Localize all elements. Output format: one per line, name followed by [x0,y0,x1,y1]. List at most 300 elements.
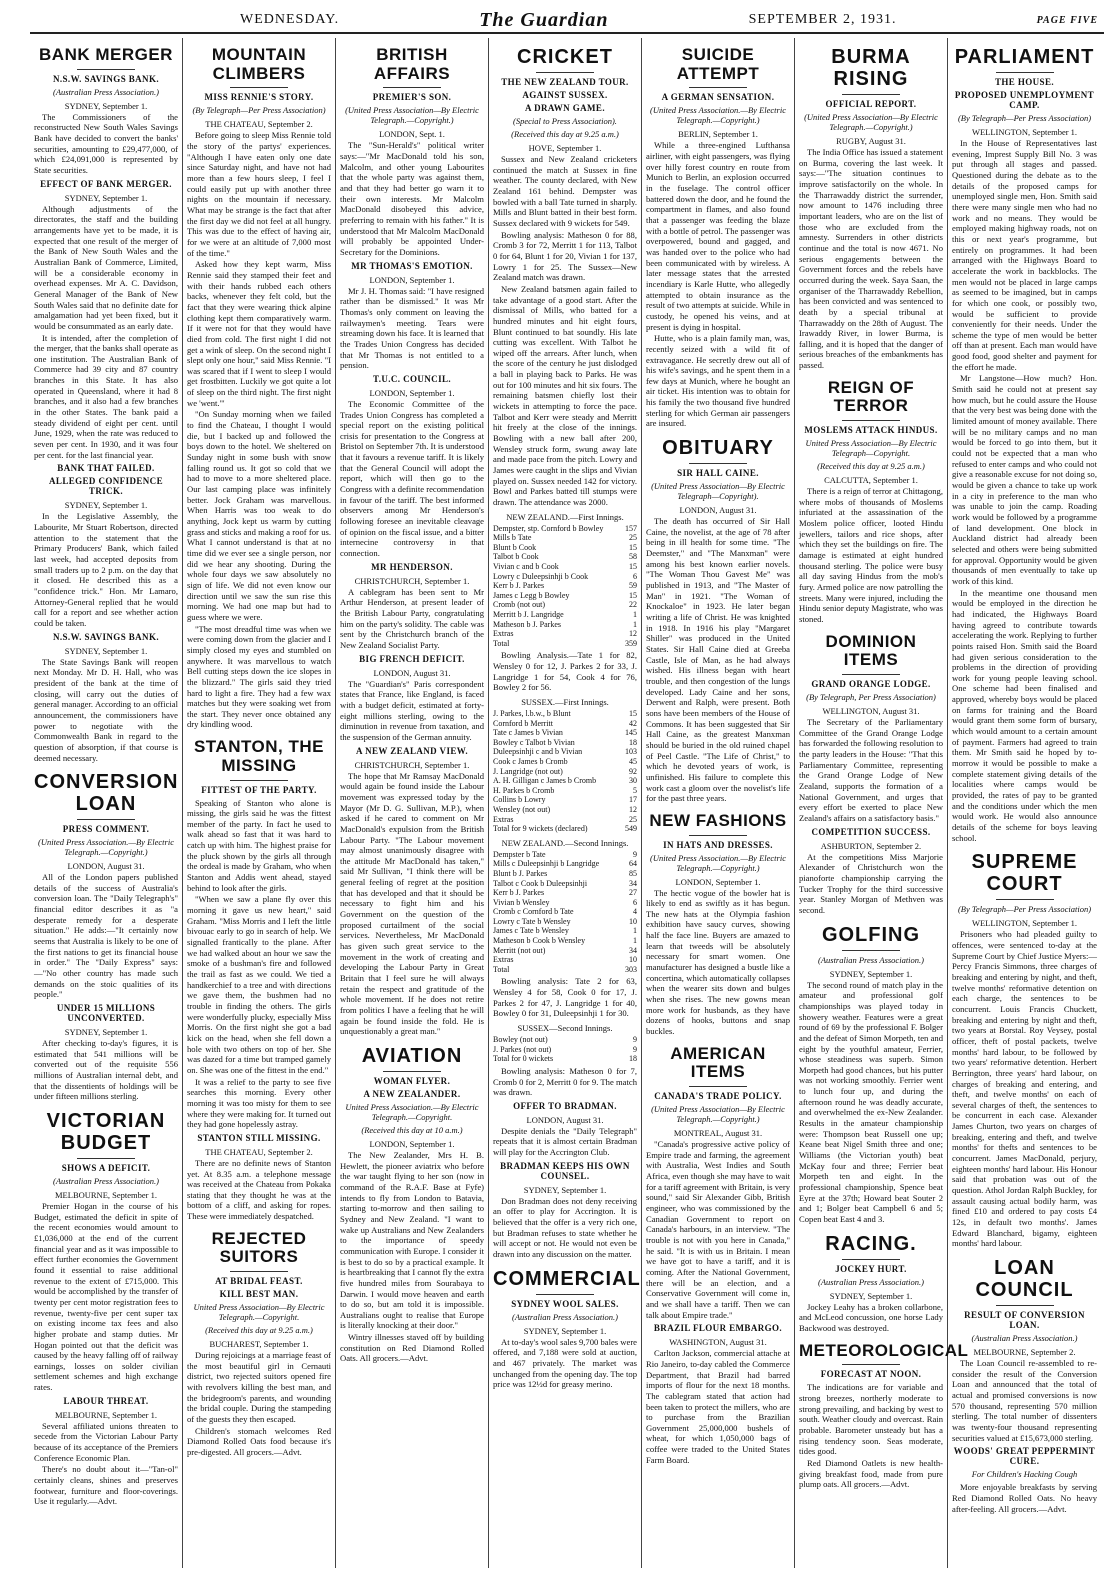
scorecard-runs: 17 [629,795,637,805]
scorecard-player: Collins b Lowry [493,795,546,805]
paragraph: Mr J. H. Thomas said: "I have resigned rather than be dismissed." It was Mr Thomas's only comment on leaving the railwaymen's meeting. Tears were streaming down his face. It is learned that the Trades Union Congress has decided that Mr Thomas is not entitled to a pension. [340,285,484,371]
scorecard-runs: 42 [629,718,637,728]
scorecard-runs: 549 [625,824,637,834]
credit: United Press Association.—By Electric Telegraph.—Copyright. [345,1101,479,1122]
scorecard-player: Bowley (not out) [493,1035,548,1045]
scorecard-row [493,610,637,620]
dateline: THE CHATEAU, September 2. [205,119,313,130]
scorecard-runs: 6 [633,571,637,581]
credit: (Received this day at 9.25 a.m.) [511,129,619,139]
scorecard-row [493,620,637,630]
paragraph: "The most dreadful time was when we were coming down from the glacier and I simply closed my eyes and stumbled on anywhere. It was marvellous to watch Bell cutting steps down the ice slopes in the blizzard." The girls said they tried hard to light a fire. They had a few wax matches but they were soaking wet from the start. They never once obtained any dry kindling wood. [187,623,331,730]
scorecard-player: Vivian b Wensley [493,897,550,907]
scorecard-runs: 18 [629,737,637,747]
scorecard-row [493,629,637,639]
scorecard-player: Total [493,638,510,648]
scorecard-heading: NEW ZEALAND.—Second Innings. [501,837,629,848]
paragraph: Asked how they kept warm, Miss Rennie said they stamped their feet and with their hands rubbed each others backs, whenever they felt cold, but the fact that they were wearing thick alpine clothing kept them comparatively warm. If it were not for that they would have died from cold. The first night I did not get a wink of sleep. On the second night I slept only one hour," said Miss Rennie. "I was scared that if I went to sleep I would get frostbitten. Luckily we got quite a lot of sleep on the third night. The first night we 'went.'" [187,259,331,408]
headline: CONVERSION LOAN [34,771,179,816]
scorecard-runs: 1 [633,936,637,946]
credit: (Received this day at 9.25 a.m.) [205,1325,313,1336]
scorecard-player: Talbot b Cook [493,552,539,562]
subhead: EFFECT OF BANK MERGER. [40,178,172,189]
scorecard-row [493,805,637,815]
paragraph: A cablegram has been sent to Mr Arthur Henderson, at present leader of the British Labour Party, congratulating him on the party's solidity. The cable was sent by the Christchurch branch of the New Zealand Socialist Party. [340,586,484,650]
scorecard-runs: 34 [629,945,637,955]
subhead: AT BRIDAL FEAST. [215,1276,303,1287]
scorecard-player: A. H. Gilligan c James b Cromb [493,776,597,786]
paragraph: Prisoners who had pleaded guilty to offences, were sentenced to-day at the Supreme Court by Chief Justice Myers:— Percy Francis Simmons, three charges of breaking and entering by night, and theft, twelve months' reformative detention on each charge, the sentences to be concurrent. Louis Francis Chuckett, breaking and entering by night and theft, two years at Borstal. Roy Veysey, postal officer, theft of postal packets, twelve months' hard labour, to be followed by two years' reformative detention. Herbert Berrington, three years' hard labour, on charges of breaking and entering, and theft, and twelve months' on each of several charges of theft, the sentences to be concurrent in each case. Alexander James Churton, two years on charges of breaking, entering and theft, and twelve months' for thefts and sentences to be concurrent. James MacDonald, perjury, eighteen months' hard labour. His Honour said that probation was out of the question. Athol Jordan Ralph Buckley, for assault causing actual bodily harm, was fined £10 and ordered to pay costs £4 12s, in default two months'. James Edward Blanchard, bigamy, eighteen months' hard labour. [952,929,1097,1249]
scorecard-runs: 103 [625,747,637,757]
paragraph: Although adjustments of the directorates, the staff and the building arrangements have yet to be made, it is expected that one result of the merger of the Bank of New South Wales and the Australian Bank of Commerce, Limited, will be a considerable economy in overhead expenses. Mr A. C. Davidson, General Manager of the Bank of New South Wales said that no definite date for amalgamation had yet been fixed, but it would be consummated as an early date. [34,203,178,331]
scorecard-row [493,907,637,917]
dateline: ASHBURTON, September 2. [820,840,922,851]
paragraph: The Secretary of the Parliamentary Committee of the Grand Orange Lodge has forwarded the following resolution to the party leaders in the House: "That this Parliamentary Committee, representing the Grand Orange Lodge of New Zealand, supports the formation of a National Government, and urges that every effort be exerted to place New Zealand's affairs on a satisfactory basis." [799,717,943,823]
scorecard-runs: 15 [629,562,637,572]
scorecard-player: James c Legg b Bowley [493,590,570,600]
scorecard-runs: 18 [629,1054,637,1064]
scorecard-player: Dempster, stp. Cornford b Bowley [493,523,604,533]
scorecard-player: Cornford b Merritt [493,718,553,728]
dateline: LONDON, August 31. [526,1114,604,1125]
headline: NEW FASHIONS [649,810,787,830]
scorecard-runs: 27 [629,888,637,898]
credit: (Australian Press Association.) [511,1311,618,1322]
dateline: WELLINGTON, September 1. [971,127,1078,137]
scorecard-runs: 22 [629,600,637,610]
paragraph: Bowling Analysis.—Tate 1 for 82, Wensley 0 for 12, J. Parkes 2 for 33, J. Langridge 1 for 54, Cook 4 for 76, Bowley 2 for 56. [493,650,637,693]
dateline: LONDON, August 31. [373,667,451,678]
scorecard-player: Cook c James b Cromb [493,756,568,766]
paragraph: Premier Hogan in the course of his Budget, estimated the deficit in spite of the recent economies would amount to £1,036,000 at the end of the current financial year and as it was impossible to effect further economies the Government found it essential to raise additional revenue to the extent of £715,000. This would be accomplished by the transfer of twenty per cent motor registration fees to revenue, twenty-five per cent super tax on existing income tax fees and also higher probate and stamp duties. Mr Hogan pointed out that the deficit was caused by the heavy falling off of railway earnings, losses on solder civilian settlement schemes and high exchange rates. [34,1200,178,1393]
subhead: WOODS' GREAT PEPPERMINT CURE. [953,1446,1096,1467]
paragraph: The Loan Council re-assembled to re-consider the result of the Conversion Loan and announced that the total of actual and promised conversions is now 570 thousand, representing 570 million sterling. The total number of dissenters was twenty-four thousand representing securities valued at £15,673,000 sterling. [952,1358,1097,1443]
headline: SUPREME COURT [971,851,1078,896]
scorecard-player: J. Parkes, l.b.w., b Blunt [493,709,571,718]
dateline: WELLINGTON, September 1. [971,918,1078,929]
subhead: UNDER 15 MILLIONS UNCONVERTED. [56,1003,156,1024]
paragraph: The "Sun-Herald's" political writer says:—"Mr MacDonald told his son, Malcolm, and other young Labourites that the whole party was against them, and that they had better go warn it to their own interests. Mr Malcolm MacDonald disobeyed this advice, preferring to remain with his father." It is understood that Mr Malcolm MacDonald will probably be appointed Under-Secretary for the Dominions. [340,140,484,257]
paragraph: The Commissioners of the reconstructed New South Wales Savings Bank have decided to convert the banks' securities, amounting to £29,477,000, of which £24,091,000 is represented by State securities. [34,111,178,175]
scorecard-runs: 9 [633,1044,637,1054]
paragraph: "Canada's progressive active policy of Empire trade and farming, the agreement with Australia, West Indies and South Africa, even though she may have to wait for a tariff agreement with Britain, is very sound," said Sir Alexander Gibb, British engineer, who was commissioned by the Canadian Government to report on Canada's harbours, in an interview. "The trouble is not with you here in Canada," he said. "It is with us in Britain. I mean we have got to have a tariff, and it is coming. After the National Government, there will be an election, and a Conservative Government will come in, and we shall have a tariff. Then we can talk about Empire trade." [646,1139,790,1320]
dateline: MELBOURNE, September 2. [973,1347,1076,1357]
paragraph: In the House of Representatives last evening, Imprest Supply Bill No. 3 was put through all stages and passed. Questioned during the debate as to the details of the proposed camps for unemployed single men, Hon. Smith said there were many single men who had no work and no means. They would be employed making highway roads, not on this or next year's programme, but entirely on programmes. It had been arranged with the Highways Board to accelerate the work in backblocks. The men would not be placed in large camps as seemed to be imagined, but in camps for which one cook, or possibly two, would be sufficient to provide conveniently for their needs. Under the scheme the type of men would be better off than at present. Each man would have good food, good shelter and payment for the effort he made. [952,138,1097,372]
credit: (United Press Association.—By Electric Telegraph.—Copyright.) [650,105,786,126]
headline: LOAN COUNCIL [975,1257,1074,1301]
paragraph: The "Guardian's" Paris correspondent states that France, like England, is faced with a budget deficit, estimated at forty-eight millions sterling, owing to the diminution in revenue from taxation, and the suspension of the German annuity. [340,678,484,742]
scorecard-player: J. Langridge (not out) [493,766,563,776]
scorecard-player: Tate c James b Vivian [493,728,563,738]
headline: DOMINION ITEMS [825,631,917,670]
subhead: N.S.W. SAVINGS BANK. [52,631,160,642]
headline: GOLFING [821,923,921,946]
dateline: THE CHATEAU, September 2. [205,1146,313,1157]
scorecard-row [493,1035,637,1045]
credit: For Children's Hacking Cough [971,1469,1078,1480]
credit: United Press Association—By Electric Telegraph—Copyright. [805,438,937,459]
scorecard-player: Wensley (not out) [493,804,551,814]
headline: MOUNTAIN CLIMBERS [211,45,307,83]
subhead: PRESS COMMENT. [62,824,150,835]
paragraph: Hutte, who is a plain family man, was, recently seized with a wild fit of extravagance. He secretly drew out all of his wife's savings, and he spent them in a few days at Munich, where he bought an air ticket. His intention was to obtain for his family the two thousand five hundred sterling for which German air passengers are insured. [646,333,790,429]
subhead: GRAND ORANGE LODGE. [811,679,931,690]
dateline: BERLIN, September 1. [678,129,758,140]
scorecard-row [493,1045,637,1055]
scorecard-row [493,719,637,729]
headline: COMMERCIAL [493,1267,641,1290]
columns [30,38,1104,1568]
headline: RACING. [825,1232,917,1255]
dateline: LONDON, August 31. [679,505,757,516]
scorecard-row [493,815,637,825]
scorecard-row [493,728,637,738]
dateline: SYDNEY, September 1. [523,1184,607,1195]
subhead: THE NEW ZEALAND TOUR. [501,77,629,87]
scorecard-player: Kerr b J. Parkes [493,581,545,591]
paragraph: The Economic Committee of the Trades Union Congress has completed a special report on the existing political crisis for presentation to the Congress at Bristol on September 7th. It is understood that it favours a revenue tariff. It is likely that the General Council will adopt the report, which will then go to the Congress with a definite recommendation in favour of the tariff. The best informed observers among Mr Henderson's following foresee an inevitable cleavage of opinion on the fiscal issue, and a bitter internecine controversy in that connection. [340,398,484,559]
dateline: CALCUTTA, September 1. [824,475,918,486]
subhead: COMPETITION SUCCESS. [811,826,931,837]
headline: PARLIAMENT [954,46,1095,68]
scorecard-row [493,776,637,786]
scorecard-player: Lowry c Tate b Wensley [493,916,571,926]
paragraph: Bowling analysis: Tate 2 for 63, Wensley 4 for 58, Cook 0 for 17, J. Parkes 2 for 47, J. Langridge 1 for 40, Bowley 0 for 31, Duleepsinhji 1 for 30. [493,976,637,1019]
scorecard-player: Lowry c Duleepsinhji b Cook [493,571,589,581]
headline: STANTON, THE MISSING [193,737,325,775]
subhead: MISS RENNIE'S STORY. [204,92,314,103]
paragraph: "On Sunday morning when we failed to find the Chateau, I thought I would die, but I backed up and followed the boys down to the hotel. We sheltered on Sunday night in some bush with snow falling round us. It got so cold that we had to move to a more sheltered place. Our last camping place was infinitely better. Jock Graham was marvellous. When Harris was too weak to do anything, Jock kept us warm by cutting grass and sticks and making a roof for us. What I cannot understand is that at no time did we ever see a single person, nor did we hear any shooting. During the whole four days we saw absolutely no sign of life. We did not even know our direction until we saw the sun rise this morning. We had one map but had to guess where we were. [187,409,331,622]
scorecard-runs: 59 [629,581,637,591]
scorecard-row [493,850,637,860]
subhead: WOMAN FLYER. [373,1075,451,1086]
scorecard-row [493,767,637,777]
credit: (Australian Press Association.) [52,86,159,97]
subhead: A DRAWN GAME. [525,103,605,113]
scorecard-runs: 12 [629,804,637,814]
advertisement: There's no doubt about it—"Tan-ol" certainly cleans, shines and preserves footwear, furniture and floor-coverings. Use it regularly.—Advt. [34,1464,178,1507]
advertisement: Wintry illnesses staved off by building constitution on Red Diamond Rolled Oats. All grocers.—Advt. [340,1332,484,1364]
credit: (Australian Press Association.) [52,1175,159,1186]
subhead: ALLEGED CONFIDENCE TRICK. [49,476,163,497]
subhead: KILL BEST MAN. [219,1289,299,1300]
credit: (United Press Association.—By Electric Telegraph.—Copyright.) [38,837,174,858]
headline: CRICKET [517,46,613,68]
subhead: T.U.C. COUNCIL. [372,373,452,384]
scorecard-player: Matheson b J. Parkes [493,619,561,629]
masthead-date: SEPTEMBER 2, 1931. [748,12,897,27]
paragraph: In the Legislative Assembly, the Labourite, Mr Stuart Robertson, directed attention to the statement that the Primary Producers' Bank, which failed last week, had accepted deposits from small traders up to 2 p.m. on the day that it closed. He described this as a "confidence trick." Hon. Mr Lamaro, Attorney-General replied that he would call for a report and see whether action could be taken. [34,511,178,628]
scorecard-row [493,946,637,956]
paragraph: All of the London papers published details of the success of Australia's conversion loan. The "Daily Telegraph's" financial editor describes it as "a desperate remedy for a desperate situation." He adds:—"It certainly now seems that Australia is likely to be one of the first nations to get its financial house in order." The "Daily Express" says:—"No other country has made such demands on the stoic qualities of its people." [34,872,178,1000]
credit: (Special to Press Association). [513,116,617,126]
scorecard-runs: 4 [633,907,637,917]
scorecard-row [493,1054,637,1064]
credit: (United Press Association—By Electric Telegraph.—Copyright.) [651,1104,785,1125]
paragraph: "When we saw a plane fly over this morning it gave us new heart," said Graham. "Miss Morris and I left the little bivouac early to go in search of help. We signalled frantically to the plane. After we had walked about an hour we saw the smoke of a bushman's fire and followed the trail as fast as we could. We tied a handkerchief to a tree and with directions we gave them, the bushmen had no trouble in finding the others. The girls were wonderfully plucky, especially Miss Morris. On the first night she got a bad kick on the head, when she fell down a hole with two others on top of her. She was dazed for a time but tramped gamely on. She was one of the fittest in the end." [187,894,331,1075]
scorecard-row [493,552,637,562]
column-5 [642,38,795,1568]
headline: REJECTED SUITORS [211,1228,307,1267]
credit: (Received this day at 10 a.m.) [361,1124,463,1135]
scorecard-runs: 30 [629,776,637,786]
paragraph: The State Savings Bank will reopen next Monday. Mr D. H. Hall, who was president of the bank at the time of closing, will carry out the duties of general manager. According to an official announcement, the commissioners have power to negotiate with the Commonwealth Bank in regard to the question of absorption, if that course is deemed necessary. [34,656,178,763]
subhead: PREMIER'S SON. [372,92,452,103]
subhead: OFFICIAL REPORT. [825,99,917,109]
headline: AMERICAN ITEMS [670,1043,766,1082]
scorecard-player: Kerr b J. Parkes [493,888,545,898]
scorecard-row [493,879,637,889]
paragraph: Several affiliated unions threaten to secede from the Victorian Labour Party because of its acceptance of the Premiers Conference Economic Plan. [34,1420,178,1463]
masthead [30,8,1104,34]
scorecard-row [493,572,637,582]
headline: BRITISH AFFAIRS [373,45,451,83]
paragraph: Bowling analysis: Matheson 0 for 7, Cromb 0 for 2, Merritt 0 for 9. The match was drawn. [493,1065,637,1098]
paragraph: The hope that Mr Ramsay MacDonald would again be found inside the Labour movement was expressed today by the Mayor (Mr D. G. Sullivan, M.P.), when asked if he cared to comment on Mr MacDonald's expulsion from the British Labour Party. "The Labour movement may almost unanimously disagree with the attitude Mr MacDonald has taken," said Mr Sullivan, "I think there will be general feeling of regret at the position that has developed and that it should be necessary to fight him and his Government on the question of the proposed curtailment of the social services. Nevertheless, Mr MacDonald has given such great service to the movement in the work of creating and developing the Labour Party in Great Britain that I feel sure he will always retain the respect and gratitude of the whole movement. If he does not retire from politics I have a feeling that he will again be found inside the fold. He is unquestionably a great man." [340,770,484,1037]
dateline: SYDNEY, September 1. [64,1027,148,1038]
subhead: A NEW ZEALAND VIEW. [356,745,468,756]
subhead: STANTON STILL MISSING. [197,1132,321,1143]
scorecard-runs: 25 [629,814,637,824]
scorecard-row [493,936,637,946]
paragraph: Jockey Leahy has a broken collarbone, and McLeod concussion, one horse Lady Backwood was destroyed. [799,1301,943,1333]
paragraph: It was a relief to the party to see five searches this morning. Every other morning it was too misty for them to see where they were making for. It turned out they had gone hopelessly astray. [187,1076,331,1130]
scorecard-player: J. Parkes (not out) [493,1044,552,1054]
scorecard-row [493,869,637,879]
scorecard-runs: 6 [633,897,637,907]
paragraph: Bowling analysis: Matheson 0 for 88, Cromb 3 for 72, Merritt 1 for 113, Talbot 0 for 64, Blunt 1 for 20, Vivian 1 for 137, Lowry 1 for 25. The Sussex—New Zealand match was drawn. [493,229,637,283]
masthead-page-number: PAGE FIVE [1036,14,1098,26]
paragraph: There are no definite news of Stanton yet. At 8.35 a.m. a telephone message was received at the Chateau from Pokaka stating that they thought he was at the bottom of a cliff, and asking for ropes. These were immediately despatched. [187,1157,331,1222]
paragraph: Sussex and New Zealand cricketers continued the match at Sussex in fine weather. The county declared, with New Zealand 161 behind. Dempster was bowled with a ball Tate turned in sharply. Mills and Blunt batted in their best form. Sussex declared with 9 wickets for 549. [493,154,637,228]
dateline: LONDON, August 31. [67,861,145,872]
scorecard-player: Talbot c Cook b Duleepsinhji [493,878,588,888]
scorecard-runs: 12 [629,629,637,639]
scorecard-player: Vivian c and b Cook [493,562,559,572]
scorecard-runs: 157 [625,523,637,533]
dateline: MONTREAL, August 31. [673,1128,763,1139]
scorecard-row [493,898,637,908]
subhead: CANADA'S TRADE POLICY. [654,1091,782,1102]
masthead-day: WEDNESDAY. [240,12,340,27]
dateline: SYDNEY, September 1. [64,500,148,511]
scorecard-runs: 9 [633,849,637,859]
advertisement: More enjoyable breakfasts by serving Red Diamond Rolled Oats. No heavy after-feeling. All grocers.—Advt. [952,1482,1097,1514]
credit: (Received this day at 9.25 a.m.) [817,461,925,472]
scorecard-runs: 15 [629,590,637,600]
dateline: LONDON, September 1. [369,274,455,285]
credit: (Australian Press Association.) [817,1276,924,1287]
scorecard-row [493,738,637,748]
scorecard-runs: 1 [633,926,637,936]
scorecard-row [493,709,637,719]
scorecard-heading: SUSSEX—Second Innings. [517,1023,613,1034]
paragraph: The second round of match play in the amateur and professional golf championships was played today in showery weather. Features were a great round of 69 by the professional F. Bolger and the defeat of Simon Morpeth, ten and eight by the youthful amateur, Ferrier, whose steadiness was superb. Simon Morpeth had good chances, but his putter was not working smoothly. Ferrier went to lunch four up, and during the afternoon round he was deadly accurate, and overwhelmed the ex-New Zealander. Results in the amateur championship were: Thompson beat Russell one up; Keane beat Nigel Smith three and one; Williams (the Victorian youth) beat McKay four and three; Ferrier beat Morpeth ten and eight. In the professional championship, Spence beat Eyre at the 37th; Howard beat Souter 2 and 1; Bolger beat Campbell 6 and 5; Copen beat East 4 and 3. [799,979,943,1224]
subhead: BIG FRENCH DEFICIT. [359,653,465,664]
credit: (United Press Association—By Electric Telegraph—Copyright). [651,481,785,502]
credit: (Australian Press Association.) [971,1333,1078,1343]
scorecard-player: Total [493,964,510,974]
subhead: LABOUR THREAT. [63,1395,149,1406]
subhead: SIR HALL CAINE. [677,468,759,479]
scorecard-row [493,888,637,898]
credit: (United Press Association.—By Electric Telegraph.—Copyright.) [650,852,786,873]
paragraph: The India Office has issued a statement on Burma, covering the last week. It says:—"The situation continues to improve satisfactorily on the whole. In the Tharrawaddy district the surrender, now amount to 1476 including three important leaders, who are on the list of those who are excluded from the amnesty. Surrenders in other districts continue and the total is now 4671. No serious engagements between the Government forces and the rebels have occurred during the week. Saya Saan, the organiser of the Tharrawaddy Rebellion, has been convicted and was sentenced to death by a special tribunal at Tharrawaddy on the 28th of August. The Irawaddy River, in lower Burma, is falling, and it is hoped that the danger of serious breaches of the embankments has passed. [799,147,943,371]
scorecard-runs: 359 [625,638,637,648]
scorecard-player: Merritt b J. Langridge [493,610,564,619]
headline: REIGN OF TERROR [827,377,915,416]
scorecard-row [493,600,637,610]
dateline: RUGBY, August 31. [836,136,906,146]
scorecard-player: Matheson b Cook b Wensley [493,936,586,946]
dateline: SYDNEY, September 1. [64,645,148,656]
scorecard-runs: 25 [629,533,637,543]
subhead: IN HATS AND DRESSES. [663,839,773,850]
scorecard-runs: 1 [633,610,637,619]
dateline: SYDNEY, September 1. [829,1290,913,1301]
scorecard-heading: SUSSEX.—First Innings. [521,697,609,707]
scorecard-player: Blunt b J. Parkes [493,868,548,878]
scorecard [493,524,637,649]
subhead: A GERMAN SENSATION. [661,92,775,103]
subhead: FITTEST OF THE PARTY. [201,784,317,795]
scorecard-row [493,562,637,572]
paragraph: In the meantime one thousand men would be employed in the direction he had indicated, the Highways Board having agreed to contribute towards accelerating the work. Replying to further points raised Hon. Smith said the Board had given serious consideration to the problems in the direction of providing work for young people leaving school. One scheme had been finalised and approved, whereby boys would be placed on farms for training and the Board would grant them some form of bursary, which would amount to a certain amount of payment. Farmers had agreed to train them. Mr Smith said he hoped by to-morrow it would be possible to make a complete statement giving details of the localities where camps would be provided, the rates of pay to be granted and the conditions under which the men would work. He would also announce details of the scheme for boys leaving school. [952,587,1097,843]
scorecard-player: Total for 9 wickets (declared) [493,824,588,834]
paragraph: It is intended, after the completion of the merger, that the banks shall operate as one institution. The Australian Bank of Commerce had 39 city and 87 country branches in this State. It has also operated in Queensland, where it had 8 branches, and it also had a few branches in the other States. The bank paid a steady dividend of eight per cent. until June, 1929, when the rate was reduced to seven per cent. In 1930, and it was four per cent. for the last financial year. [34,332,178,460]
subhead: THE HOUSE. [994,77,1054,87]
credit: (United Press Association—By Electric Telegraph.—Copyright.) [345,105,479,126]
scorecard-player: Cromb c Cornford b Tate [493,907,574,917]
scorecard-player: Duleepsinhji c and b Vivian [493,747,583,757]
scorecard-player: Cromb (not out) [493,600,545,610]
dateline: LONDON, September 1. [369,387,455,398]
credit: (By Telegraph, Per Press Association) [806,692,936,703]
paragraph: The indications are for variable and strong breezes, northerly moderate to strong prevailing, and backing by west to south. Weather cloudy and overcast. Rain probable. Barometer unsteady but has a rising tendency soon. Seas moderate, tides good. [799,1382,943,1457]
scorecard-row [493,639,637,649]
scorecard-row [493,926,637,936]
dateline: SYDNEY, September 1. [829,968,913,979]
paragraph: Before going to sleep Miss Rennie told the story of the partys' experiences. "Although I have eaten only one date since Saturday night, and have not had more than a few hours sleep, I feel I could easily put up with another three nights on the mountain if necessary. What may be strange is the fact that after the first day we did not feel at all hungry. This was due to the effect of having air, for we were at an altitude of 7,000 most of the time." [187,130,331,258]
scorecard-player: Extras [493,629,514,639]
scorecard-row [493,533,637,543]
scorecard-player: Mills c Duleepsinhji b Langridge [493,859,600,869]
dateline: SYDNEY, September 1. [64,100,148,111]
headline: METEOROLOGICAL [799,1340,969,1360]
advertisement: Red Diamond Oatlets is new health-giving breakfast food, made from pure plump oats. All grocers.—Advt. [799,1457,943,1490]
scorecard-row [493,824,637,834]
subhead: A NEW ZEALANDER. [363,1088,461,1099]
paragraph: The death has occurred of Sir Hall Caine, the novelist, at the age of 78 after being in ill health for some time. "The Deemster," and "The Manxman" were among his best known earlier novels. "The Woman Thou Gavest Me" was published in 1913, and "The Master of Man" in 1921. "The Woman of Knockaloe" in 1923. He later began writing a life of Christ. He was knighted in 1918. In 1916 his play "Margaret Shiller" was produced in the United States. Sir Hall Caine died at Greeba Castle, Isle of Man, as he had always wished. His illness began with heart trouble, and then congestion of the lungs developed. Lady Caine and her sons, Derwent and Ralph, were present. Both sons have been members of the House of Commons. It has been suggested that Sir Hall Caine, as the greatest Manxman should be buried in the old ruined chapel of Peel Castle. "The Life of Christ," to which he devoted years of work, is unfinished. His failure to complete this work cast a gloom over the novelist's life for the past three years. [646,516,790,804]
subhead: N.S.W. SAVINGS BANK. [52,73,160,84]
dateline: LONDON, September 1. [369,1138,455,1149]
scorecard-player: Blunt b Cook [493,542,537,552]
advertisement: Children's stomach welcomes Red Diamond Rolled Oats food because it's pre-digested. All grocers.—Advt. [187,1425,331,1458]
subhead: BRAZIL FLOUR EMBARGO. [653,1323,783,1334]
scorecard [493,709,637,834]
paragraph: Mr Langstone—How much? Hon. Smith said he could not at present say how much, but he could assure the House that the very best was being done with the limited amount of money available. There will be no military camps and no man would be forced to go into them, but it could not be expected that a man who refused to enter camps and who could not give a reasonable excuse for not doing so, would be given a chance to take up work in a city in preference to the man who was unable to join the camp. Roading work would be followed by a programme of land development. One block in Auckland district had already been selected and others were being submitted for approval. Opportunity would be given thousands of men eventually to take up work of this kind. [952,373,1097,586]
dateline: CHRISTCHURCH, September 1. [354,759,470,770]
paragraph: Carlton Jackson, commercial attache at Rio Janeiro, to-day cabled the Commerce Department, that Brazil had barred imports of flour for the next 18 months. The cablegram stated that action had been taken to protect the millers, who are to purchase from the Brazilian Government 25,000,000 bushels of wheat, for which 1,050,000 bags of coffee were traded to the United States Farm Board. [646,1348,790,1465]
scorecard-row [493,543,637,553]
scorecard-runs: 303 [625,964,637,974]
paragraph: Speaking of Stanton who alone is missing, the girls said he was the fittest member of the party. In fact he used to walk ahead so fast that it was hard to catch up with him. The highest praise for the pluck shown by the girls all through the ordeal is made by Graham, who when Stanton and Addis went ahead, stayed behind to look after the girls. [187,797,331,893]
dateline: LONDON, September 1. [675,876,761,887]
scorecard-row [493,965,637,975]
paragraph: After checking to-day's figures, it is estimated that 541 millions will be converted out of the requisite 556 millions of Australian internal debt, and that the dissentients of holdings will be under fifteen millions sterling. [34,1038,178,1102]
scorecard-runs: 10 [629,916,637,926]
column-7 [948,38,1101,1568]
scorecard-runs: 85 [629,868,637,878]
scorecard-player: Dempster b Tate [493,849,546,859]
scorecard-row [493,524,637,534]
headline: BURMA RISING [831,46,911,90]
scorecard-runs: 5 [633,785,637,795]
headline: BANK MERGER [39,45,173,64]
scorecard-row [493,917,637,927]
credit: (Australian Press Association.) [817,954,924,965]
paragraph: The hectic vogue of the bowler hat is likely to end as swiftly as it has begun. The new hats at the Olympia fashion exhibition have saucy curves, showing half the face line. Buyers are amazed to learn that tweeds will be absolutely necessary for smart women. One manufacturer has designed a bustle like a concertina, which automatically collapses when the wearer sits down and bulges when she rises. The new gowns mean more work for husbands, as they have dozens of hooks, buttons and snap buckles. [646,887,790,1037]
subhead: MR THOMAS'S EMOTION. [351,260,473,271]
headline: AVIATION [361,1044,463,1067]
scorecard-runs: 1 [633,619,637,629]
scorecard-row [493,859,637,869]
subhead: BRADMAN KEEPS HIS OWN COUNSEL. [500,1160,630,1181]
scorecard-runs: 92 [629,766,637,776]
scorecard-player: Bowley c Talbot b Vivian [493,737,575,747]
scorecard-runs: 45 [629,756,637,766]
subhead: FORECAST AT NOON. [820,1369,922,1380]
subhead: SHOWS A DEFICIT. [61,1162,151,1173]
scorecard-runs: 9 [633,1035,637,1045]
column-6 [795,38,969,1568]
scorecard-runs: 15 [629,542,637,552]
column-1 [30,38,183,1568]
dateline: HOVE, September 1. [528,143,602,153]
dateline: WELLINGTON, August 31. [822,706,920,717]
paragraph: Don Bradman does not deny receiving an offer to play for Accrington. It is believed that the offer is a very rich one, but Bradman refuses to state whether he will accept or not. He would not even be drawn into any discussion on the matter. [493,1195,637,1260]
scorecard-row [493,581,637,591]
headline: VICTORIAN BUDGET [46,1109,166,1154]
subhead: SYDNEY WOOL SALES. [511,1298,619,1309]
scorecard-player: Merritt (not out) [493,945,546,955]
subhead: MR HENDERSON. [371,561,453,572]
subhead: PROPOSED UNEMPLOYMENT CAMP. [954,90,1095,110]
scorecard-runs: 34 [629,878,637,888]
credit: United Press Association—By Electric Telegraph.—Copyright. [193,1302,325,1323]
subhead: JOCKEY HURT. [835,1263,907,1274]
paragraph: There is a reign of terror at Chittagong, where mobs of thousands of Moslems infuriated at the assassination of the Moslem police officer, looted Hindu jewellers, tailors and rice shops, after which they set the buildings on fire. The damage is estimated at eight hundred thousand sterling. The police were busy all day saving Hindus from the mob's fury. Armed police are now patrolling the streets. Many were injured, including the Hindu senior deputy Magistrate, who was stoned. [799,486,943,625]
paragraph: At the competitions Miss Marjorie Alexander of Christchurch won the pianoforte championship carrying the Tucker Trophy for the third successive year. Stanley Morgan of Methven was second. [799,851,943,915]
credit: (United Press Association—By Electric Telegraph.—Copyright.) [804,112,938,132]
subhead: MOSLEMS ATTACK HINDUS. [804,425,938,436]
column-2 [183,38,336,1568]
dateline: MELBOURNE, September 1. [55,1189,157,1200]
paragraph: New Zealand batsmen again failed to take advantage of a good start. After the dismissal of Mills, who batted for a hundred minutes and hit eight fours, Blunt continued to bat soundly. His late cutting was excellent. With Talbot he wiped off the arrears. After lunch, when the score of the century he just dislodged a ball in playing back to Parks. He was out for 100 minutes and hit six fours. The remaining batsmen chiefly lost their wickets in attempting to force the pace. Talbot and Kerr were steady and Merritt hit freely at the close of the innings. Bowling with a new ball after 200, Wensley struck form, swung away late and made pace from the pitch. Lowry and James were caught in the slips and Vivian played on. Sussex needed 142 for victory. Bowl and Parkes batted till stumps were drawn. The attendance was 2000. [493,283,637,507]
paragraph: While a three-engined Lufthansa airliner, with eight passengers, was flying over hilly forest country en route from Munich to Berlin, an explosion occurred in the fuselage. The control officer battered down the door, and he found the compartment in flames, and also found that a passenger was feeding the blaze with a bottle of petrol. The passenger was overpowered, bound and gagged, and was handed over to the police who had been communicated with by wireless. A later message states that the arrested incendiary is Karle Hutte, who allegedly attempted to obtain insurance as the result of two attempts at suicide. While in custody, he opened his veins, and at present is dying in hospital. [646,140,790,332]
scorecard-player: Extras [493,814,514,824]
paragraph: The New Zealander, Mrs H. B. Hewlett, the pioneer aviatrix who before the war taught flying to her son (now in command of the R.A.F. Base at Fyfe) intends to fly from London to Batavia, starting to-morrow and then sailing to Sydney and New Zealand. "I want to wake up Australians and New Zealanders to the importance of speedy communication with Europe. I consider it is best to do so by a practical example. It is heartbreaking that I cannot fly the extra five hundred miles from Sourabaya to Darwin. I would move heaven and earth to do so, but am told it is impossible. Australians ought to realise that Europe is literally knocking at their door." [340,1149,484,1331]
dateline: MELBOURNE, September 1. [55,1409,157,1420]
column-4 [489,38,642,1568]
scorecard-player: James c Tate b Wensley [493,926,569,936]
dateline: LONDON, Sept. 1. [379,129,445,140]
scorecard [493,1035,637,1064]
credit: (By Telegraph—Per Press Association) [957,113,1092,123]
scorecard-runs: 58 [629,552,637,562]
scorecard [493,850,637,975]
credit: (By Telegraph—Per Press Association) [192,105,326,116]
